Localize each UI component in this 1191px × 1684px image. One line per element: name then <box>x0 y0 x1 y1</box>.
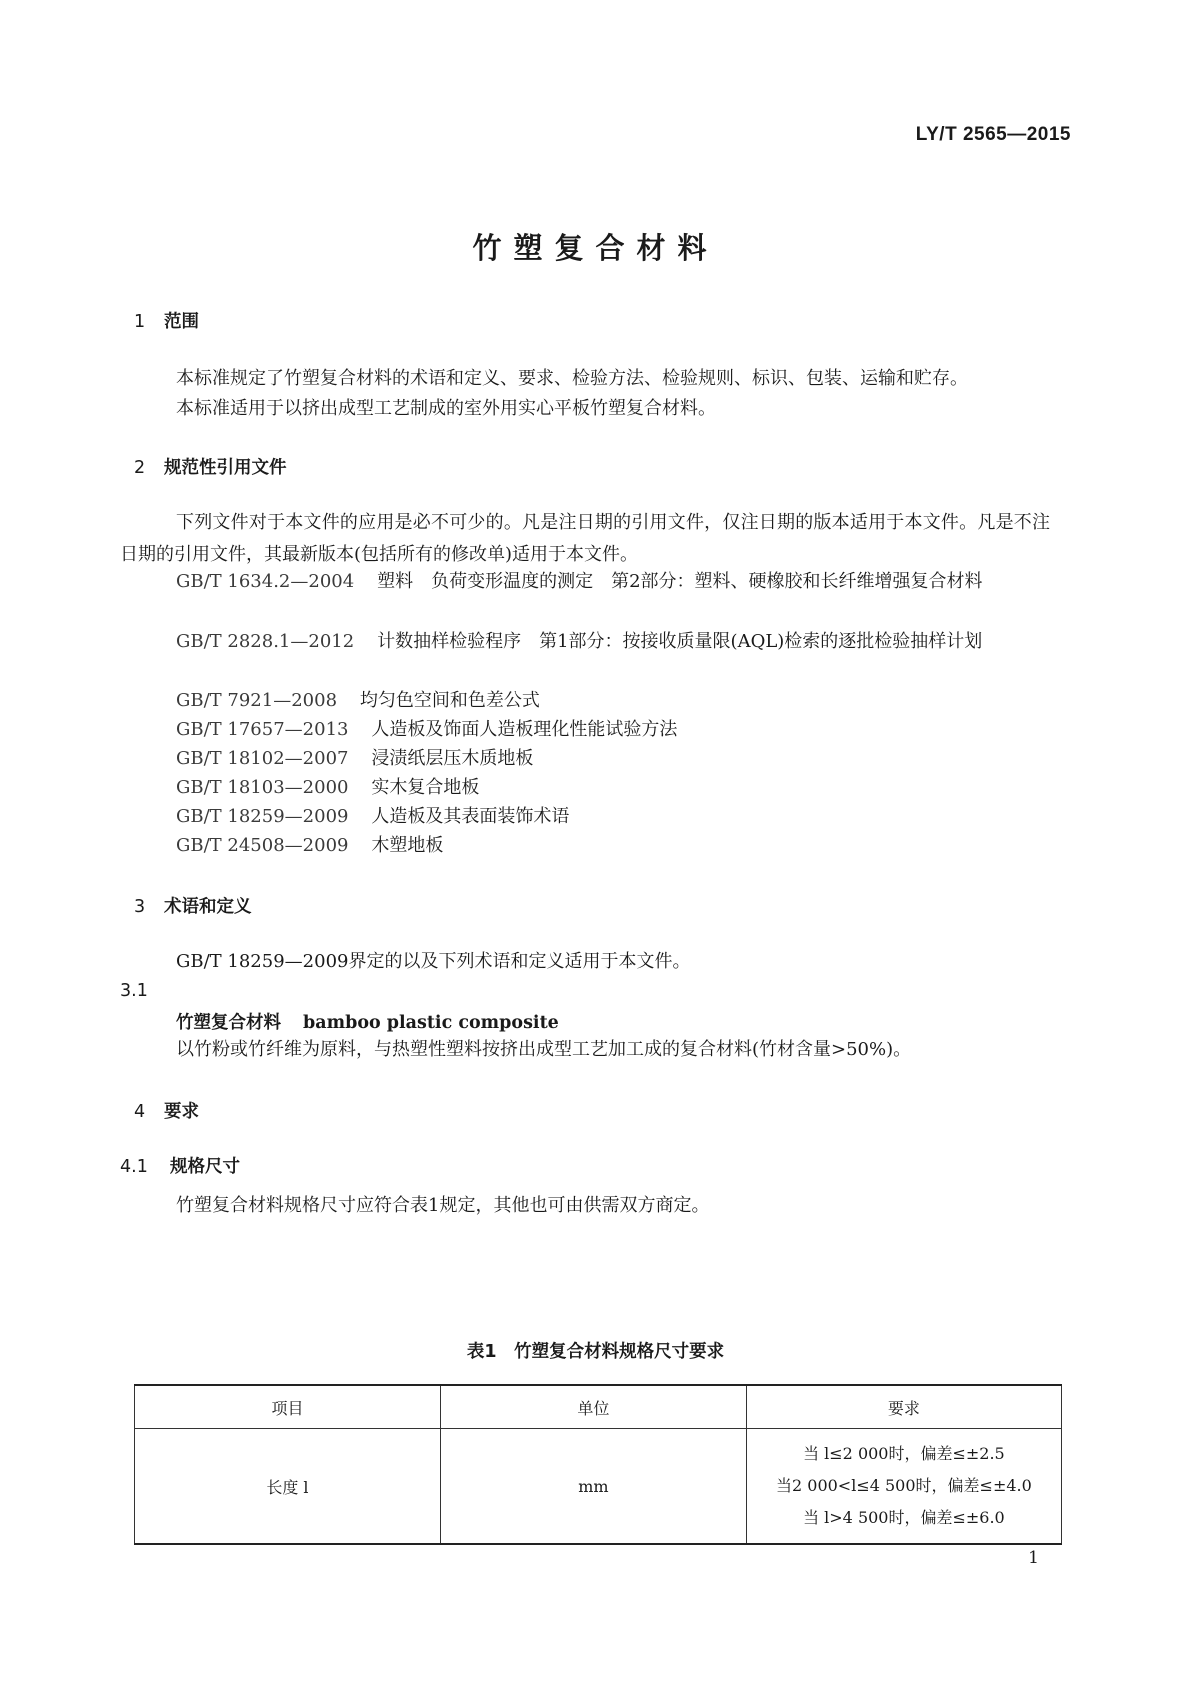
item-cell: 长度 l <box>135 1429 441 1545</box>
document-title: 竹塑复合材料 <box>472 231 719 265</box>
table-caption: 表1 竹塑复合材料规格尺寸要求 <box>466 1342 725 1362</box>
references-intro: 下列文件对于本文件的应用是必不可少的。凡是注日期的引用文件，仅注日期的版本适用于本文件。凡是不注日期的引用文件，其最新版本(包括所有的修改单)适用于本文件。 <box>120 512 1050 565</box>
section-title: 规范性引用文件 <box>164 458 287 478</box>
unit-cell: mm <box>440 1429 746 1545</box>
reference-item <box>120 743 1050 775</box>
section-1-heading <box>134 308 199 333</box>
requirement-cell <box>746 1429 1061 1545</box>
reference-item <box>120 714 1050 746</box>
reference-code: GB/T 18102—2007 <box>176 748 349 769</box>
reference-code: GB/T 18103—2000 <box>176 777 349 798</box>
table-header-row <box>135 1385 1062 1429</box>
section-number: 2 <box>134 458 146 478</box>
reference-code: GB/T 24508—2009 <box>176 835 349 856</box>
size-requirement-text: 竹塑复合材料规格尺寸应符合表1规定，其他也可由供需双方商定。 <box>176 1195 710 1216</box>
reference-item <box>120 626 1050 658</box>
terms-intro: GB/T 18259—2009界定的以及下列术语和定义适用于本文件。 <box>176 951 691 972</box>
section-3-heading <box>134 893 252 918</box>
section-title: 要求 <box>164 1102 199 1122</box>
table-row <box>135 1429 1062 1545</box>
reference-title: 人造板及饰面人造板理化性能试验方法 <box>371 719 678 740</box>
term-heading <box>176 1009 559 1034</box>
scope-paragraph-1: 本标准规定了竹塑复合材料的术语和定义、要求、检验方法、检验规则、标识、包装、运输和贮存。 <box>176 368 968 389</box>
reference-code: GB/T 7921—2008 <box>176 690 338 711</box>
section-2-heading <box>134 454 287 479</box>
reference-title: 实木复合地板 <box>371 777 480 798</box>
reference-title: 塑料 负荷变形温度的测定 第2部分：塑料、硬橡胶和长纤维增强复合材料 <box>377 571 983 592</box>
reference-item <box>120 566 1050 598</box>
subsection-number: 4.1 <box>120 1157 148 1177</box>
reference-code: GB/T 17657—2013 <box>176 719 349 740</box>
section-4-heading <box>134 1098 199 1123</box>
reference-code: GB/T 2828.1—2012 <box>176 631 355 652</box>
section-title: 范围 <box>164 312 199 332</box>
column-header: 项目 <box>135 1385 441 1429</box>
reference-title: 人造板及其表面装饰术语 <box>371 806 570 827</box>
reference-item <box>120 685 1050 717</box>
subsection-4-1-heading <box>120 1153 240 1178</box>
section-number: 1 <box>134 312 146 332</box>
reference-title: 木塑地板 <box>371 835 444 856</box>
subsection-title: 规格尺寸 <box>170 1157 240 1177</box>
reference-title: 计数抽样检验程序 第1部分：按接收质量限(AQL)检索的逐批检验抽样计划 <box>377 631 983 652</box>
requirement-line: 当 l>4 500时，偏差≤±6.0 <box>803 1508 1005 1527</box>
term-name-cn: 竹塑复合材料 <box>176 1013 281 1033</box>
size-requirements-table <box>134 1384 1062 1545</box>
reference-item <box>120 772 1050 804</box>
scope-paragraph-2: 本标准适用于以挤出成型工艺制成的室外用实心平板竹塑复合材料。 <box>176 398 716 419</box>
reference-code: GB/T 18259—2009 <box>176 806 349 827</box>
column-header: 要求 <box>746 1385 1061 1429</box>
section-number: 4 <box>134 1102 146 1122</box>
section-number: 3 <box>134 897 146 917</box>
standard-code: LY/T 2565—2015 <box>915 124 1071 145</box>
requirement-line: 当2 000<l≤4 500时，偏差≤±4.0 <box>776 1476 1032 1495</box>
reference-item <box>120 830 1050 862</box>
section-title: 术语和定义 <box>164 897 252 917</box>
term-name-en: bamboo plastic composite <box>303 1013 559 1033</box>
requirement-line: 当 l≤2 000时，偏差≤±2.5 <box>803 1444 1005 1463</box>
reference-item <box>120 801 1050 833</box>
page-number: 1 <box>1028 1548 1039 1568</box>
reference-code: GB/T 1634.2—2004 <box>176 571 355 592</box>
column-header: 单位 <box>440 1385 746 1429</box>
term-definition: 以竹粉或竹纤维为原料，与热塑性塑料按挤出成型工艺加工成的复合材料(竹材含量>50%)。 <box>176 1039 912 1060</box>
reference-title: 浸渍纸层压木质地板 <box>371 748 534 769</box>
term-number: 3.1 <box>120 981 148 1001</box>
reference-title: 均匀色空间和色差公式 <box>359 690 540 711</box>
